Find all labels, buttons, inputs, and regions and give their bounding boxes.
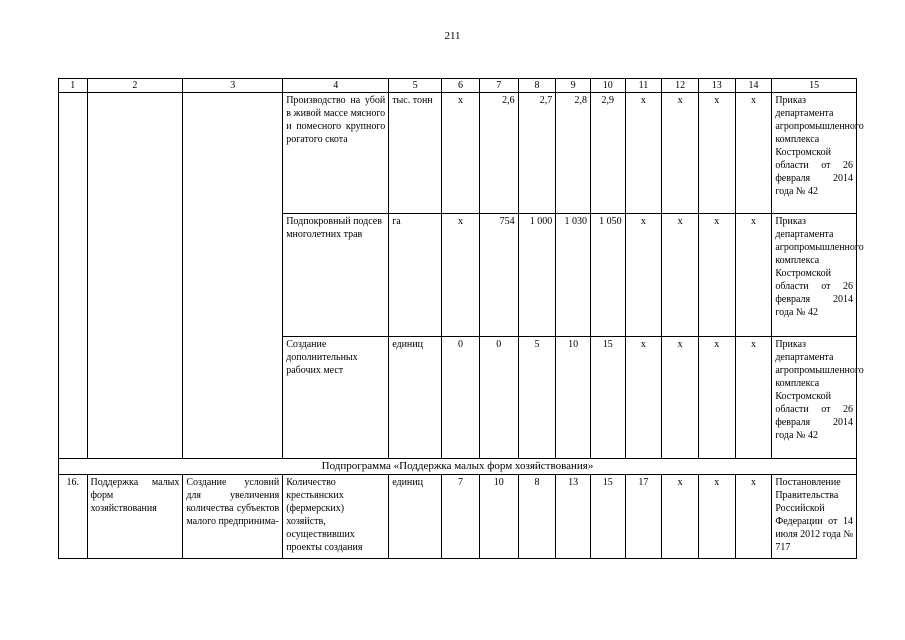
basis-cell: Приказ департамента агропромышленного комплекса Костромской области от 26 февраля 2014 года № 42 bbox=[772, 93, 857, 214]
value-cell: х bbox=[662, 93, 699, 214]
value-cell: 1 000 bbox=[518, 214, 556, 337]
indicators-table bbox=[58, 78, 864, 559]
value-cell: 8 bbox=[518, 475, 556, 559]
header-row bbox=[59, 79, 857, 93]
unit-cell: га bbox=[389, 214, 442, 337]
unit-cell: единиц bbox=[389, 337, 442, 459]
value-cell: 754 bbox=[479, 214, 518, 337]
value-cell: х bbox=[735, 93, 772, 214]
value-cell: х bbox=[625, 214, 662, 337]
indicator-cell: Количество крестьянских (фермерских) хозяйств, осуществивших проекты создания bbox=[283, 475, 389, 559]
value-cell: х bbox=[442, 214, 480, 337]
header-cell: 6 bbox=[442, 79, 480, 93]
value-cell: х bbox=[625, 93, 662, 214]
basis-cell: Приказ департамента агропромышленного комплекса Костромской области от 26 февраля 2014 года № 42 bbox=[772, 337, 857, 459]
header-cell: 7 bbox=[479, 79, 518, 93]
objective-cell: Создание условий для увеличения количества субъектов малого предпринима- bbox=[183, 475, 283, 559]
value-cell: х bbox=[662, 475, 699, 559]
table-row bbox=[59, 93, 857, 214]
basis-cell: Приказ департамента агропромышленного комплекса Костромской области от 26 февраля 2014 года № 42 bbox=[772, 214, 857, 337]
header-cell: 2 bbox=[87, 79, 183, 93]
value-cell: х bbox=[735, 475, 772, 559]
value-cell: 2,9 bbox=[590, 93, 625, 214]
header-cell: 8 bbox=[518, 79, 556, 93]
table-row bbox=[59, 475, 857, 559]
row-number: 16. bbox=[59, 475, 88, 559]
value-cell: 1 050 bbox=[590, 214, 625, 337]
value-cell: х bbox=[735, 337, 772, 459]
page-number: 211 bbox=[444, 30, 461, 42]
header-cell: 4 bbox=[283, 79, 389, 93]
empty-cell bbox=[87, 93, 183, 459]
value-cell: х bbox=[662, 214, 699, 337]
value-cell: 1 030 bbox=[556, 214, 591, 337]
value-cell: 7 bbox=[442, 475, 480, 559]
indicator-cell: Подпокровный подсев многолетних трав bbox=[283, 214, 389, 337]
value-cell: х bbox=[625, 337, 662, 459]
value-cell: х bbox=[442, 93, 480, 214]
header-cell: 5 bbox=[389, 79, 442, 93]
empty-cell bbox=[59, 93, 88, 459]
program-name-cell: Поддержка малых форм хозяйствования bbox=[87, 475, 183, 559]
value-cell: 5 bbox=[518, 337, 556, 459]
header-cell: 1 bbox=[59, 79, 88, 93]
header-cell: 9 bbox=[556, 79, 591, 93]
header-cell: 13 bbox=[698, 79, 735, 93]
indicator-cell: Создание дополнительных рабочих мест bbox=[283, 337, 389, 459]
header-cell: 15 bbox=[772, 79, 857, 93]
header-cell: 3 bbox=[183, 79, 283, 93]
value-cell: 13 bbox=[556, 475, 591, 559]
value-cell: 2,8 bbox=[556, 93, 591, 214]
unit-cell: единиц bbox=[389, 475, 442, 559]
value-cell: х bbox=[698, 214, 735, 337]
subprogram-title: Подпрограмма «Поддержка малых форм хозяйствования» bbox=[59, 459, 857, 475]
value-cell: 2,6 bbox=[479, 93, 518, 214]
value-cell: 10 bbox=[479, 475, 518, 559]
value-cell: 2,7 bbox=[518, 93, 556, 214]
empty-cell bbox=[183, 93, 283, 459]
header-cell: 10 bbox=[590, 79, 625, 93]
value-cell: 17 bbox=[625, 475, 662, 559]
subprogram-row bbox=[59, 459, 857, 475]
value-cell: х bbox=[698, 93, 735, 214]
basis-cell: Постановление Правительства Российской Федерации от 14 июля 2012 года № 717 bbox=[772, 475, 857, 559]
header-cell: 11 bbox=[625, 79, 662, 93]
value-cell: 0 bbox=[442, 337, 480, 459]
value-cell: х bbox=[698, 337, 735, 459]
value-cell: 15 bbox=[590, 337, 625, 459]
indicator-cell: Производство на убой в живой массе мясного и помесного крупного рогатого скота bbox=[283, 93, 389, 214]
value-cell: 15 bbox=[590, 475, 625, 559]
unit-cell: тыс. тонн bbox=[389, 93, 442, 214]
header-cell: 14 bbox=[735, 79, 772, 93]
header-cell: 12 bbox=[662, 79, 699, 93]
value-cell: 0 bbox=[479, 337, 518, 459]
value-cell: х bbox=[662, 337, 699, 459]
value-cell: 10 bbox=[556, 337, 591, 459]
value-cell: х bbox=[698, 475, 735, 559]
value-cell: х bbox=[735, 214, 772, 337]
